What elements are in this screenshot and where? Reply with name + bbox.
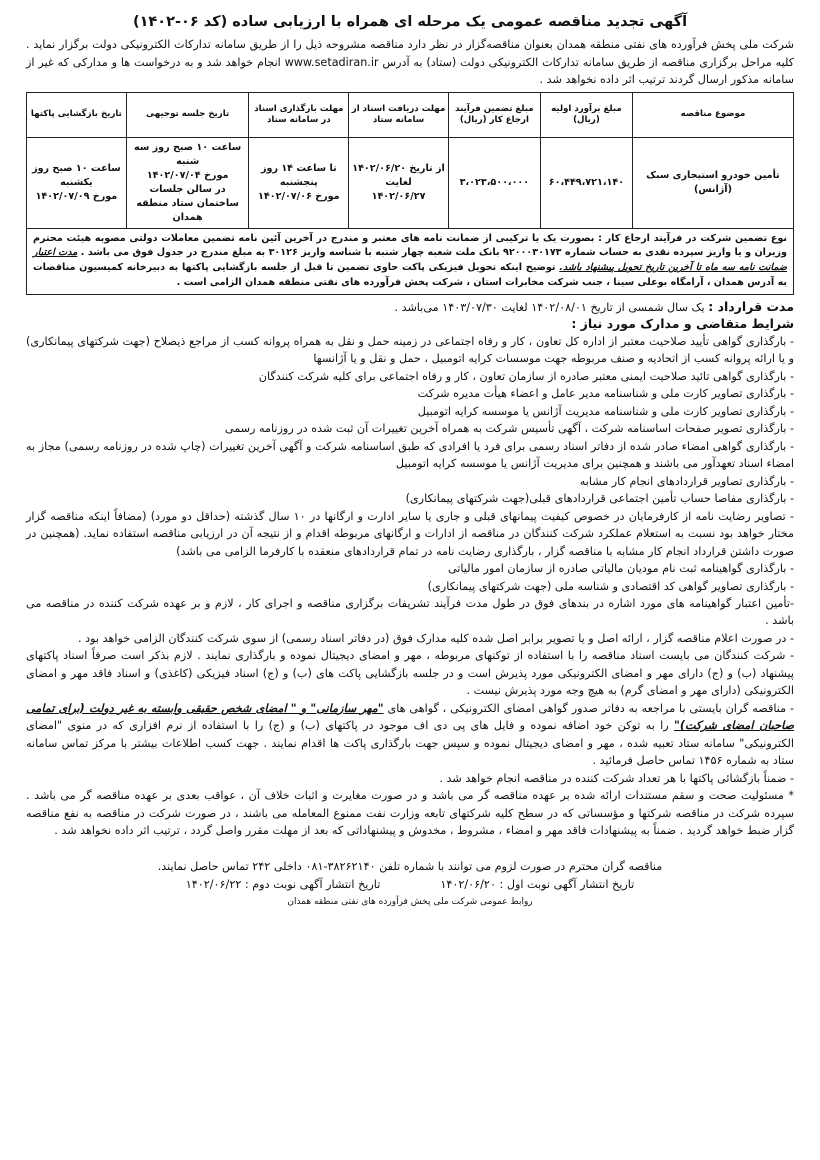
- header-subject: موضوع مناقصه: [632, 93, 793, 138]
- list-item: - بارگذاری تصاویر کارت ملی و شناسنامه مدیریت آژانس یا موسسه کرایه اتومبیل: [417, 404, 794, 418]
- list-item: - بارگذاری تصویر صفحات اساسنامه شرکت ، آگهی تأسیس شرکت به همراه آخرین تغییرات آن ثبت شده در روزنامه رسمی: [224, 422, 794, 436]
- contract-duration: [26, 299, 794, 314]
- list-item: - بارگذاری گواهینامه ثبت نام مودیان مالیاتی صادره از سازمان امور مالیاتی: [447, 562, 794, 576]
- opening-line: یکشنبه: [60, 176, 93, 188]
- contract-text: یک سال شمسی از تاریخ ۱۴۰۲/۰۸/۰۱ لغایت ۱۴۰۳/۰۷/۳۰ می‌باشد .: [394, 300, 705, 314]
- second-publication-date: تاریخ انتشار آگهی نوبت دوم : ۱۴۰۲/۰۶/۲۲: [185, 878, 381, 892]
- briefing-line: ساعت ۱۰ صبح روز سه شنبه: [134, 142, 242, 167]
- list-item: - بارگذاری گواهی تأیید صلاحیت معتبر از اداره کل تعاون ، کار و رفاه اجتماعی در زمینه حمل و نقل به همراه پروانه کسب از مراجع ذیصلاح (جهت شرکتهای پیمانکاری) و یا ارائه پروانه کسب از اتحادیه و صنف مربوطه جهت موسسات کرایه اتومبیل ، حمل و نقل و یا آژانسها: [26, 334, 794, 366]
- receive-line: ۱۴۰۲/۰۶/۲۷: [371, 190, 426, 202]
- briefing-line: در سالن جلسات: [149, 183, 226, 195]
- cell-subject: تأمین خودرو استیجاری سبک (آژانس): [632, 138, 793, 228]
- receive-line: از تاریخ ۱۴۰۲/۰۶/۲۰: [352, 162, 445, 174]
- guarantee-text: نوع تضمین شرکت در فرآیند ارجاع کار : بصورت یک یا ترکیبی از ضمانت نامه های معتبر و مندرج در آخرین آئین نامه تضمین معاملات دولتی مصوبه هیئت محترم وزیران و یا واریز سپرده نقدی به حساب شماره ۹۲۰۰۰۳۰۱۷۳ بانک ملت شعبه چهار شنبه با شناسه واریز ۳۰۱۲۶ به مبلغ مندرج در جدول فوق می باشد .: [33, 232, 788, 259]
- list-item: - بارگذاری تصاویر گواهی کد اقتصادی و شناسه ملی (جهت شرکتهای پیمانکاری): [427, 579, 794, 593]
- briefing-line: مورخ ۱۴۰۲/۰۷/۰۴: [146, 169, 229, 181]
- cell-opening: [27, 138, 127, 228]
- list-item: - تصاویر رضایت نامه از کارفرمایان در خصوص کیفیت پیمانهای قبلی و جاری یا سایر ادارت و ارگانها در ۱۰ سال گذشته (حداقل دو مورد) (مضافاً اینکه مناقصه گزار مختار خواهد بود نسبت به استعلام عملکرد شرکت کنندگان در مناقصه از ادارات و ارگانهای مربوطه اقدام و از نتیجه آن در ارزیابی مناقصه استفاده نماید. (همچنین در صورت داشتن قرارداد انجام کار مشابه با مناقصه گزار ، بارگذاری رضایت نامه در تمام قراردادهای منعقده با کارفرما الزامی می باشد): [26, 509, 794, 558]
- list-item: - در صورت اعلام مناقصه گزار ، ارائه اصل و یا تصویر برابر اصل شده کلیه مدارک فوق (در دفاتر اسناد رسمی) از سوی شرکت کنندگان الزامی خواهد بود .: [78, 631, 794, 645]
- list-item: - بارگذاری گواهی تائید صلاحیت ایمنی معتبر صادره از سازمان تعاون ، کار و رفاه اجتماعی برای کلیه شرکت کنندگان: [258, 369, 794, 383]
- list-item: - ضمناً بازگشائی پاکتها با هر تعداد شرکت کننده در مناقصه انجام خواهد شد .: [439, 771, 794, 785]
- upload-line: مورخ ۱۴۰۲/۰۷/۰۶: [258, 190, 340, 202]
- contact-line: مناقصه گران محترم در صورت لزوم می توانند با شماره تلفن ۳۸۲۶۲۱۴۰-۰۸۱ داخلی ۲۴۲ تماس حاصل نمایند.: [157, 859, 663, 873]
- signature-certificates: "مهر سازمانی" و " امضای شخص حقیقی وابسته به غیر دولت (برای تمامی صاحبان امضای شرکت)": [26, 701, 794, 733]
- announcement-title: آگهی تجدید مناقصه عمومی یک مرحله ای همراه با ارزیابی ساده (کد ۰۶-۱۴۰۲): [132, 14, 688, 30]
- intro-paragraph: شرکت ملی پخش فرآورده های نفتی منطقه همدان بعنوان مناقصه‌گزار در نظر دارد مناقصه مشروحه ذیل را از طریق سامانه تدارکات الکترونیکی دولت برگزار نماید . کلیه مراحل برگزاری مناقصه از طریق سامانه تدارکات الکترونیکی دولت (ستاد) به آدرس www.setadiran.ir انجام خواهد شد و به درخواست ها و مدارکی که غیر از سامانه مذکور ارسال گردند ترتیب اثر داده نخواهد شد .: [26, 38, 794, 87]
- receive-line: لغایت: [385, 176, 412, 188]
- briefing-line: ساختمان ستاد منطقه همدان: [136, 197, 239, 223]
- signature-requirement: [26, 700, 794, 770]
- list-item: - شرکت کنندگان می بایست اسناد مناقصه را با استفاده از توکنهای مربوطه ، مهر و امضای دیجیتال نموده و بارگذاری نمایند . لازم بذکر است صرفاً اسناد پاکتهای پیشنهاد (ب) و (ج) دارای مهر و امضای الکترونیکی مورد پذیرش است و در جلسه بازگشایی پاکت های (ب) و (ج) اسناد فیزیکی (کاغذی) و اسناد فاقد مهر و امضای الکترونیکی (دارای مهر و امضای گرم) به هیچ وجه مورد پذیرش نیست .: [26, 649, 794, 698]
- footer: [26, 858, 794, 910]
- table-row: [27, 138, 794, 228]
- header-estimate: مبلغ برآورد اولیه (ریال): [540, 93, 632, 138]
- signature-text-c: را به توکن خود اضافه نموده و فایل های پی دی اف موجود در پاکتهای (ب) و (ج) را با استفاده از نرم افزاری که در منوی "امضای الکترونیکی" سامانه ستاد تعبیه شده ، مهر و امضای دیجیتال نموده و سپس جهت بارگذاری پاکت ها اقدام نمایند . جهت کسب اطلاعات بیشتر با مرکز تماس سامانه ستاد به شماره ۱۴۵۶ تماس حاصل فرمائید .: [26, 719, 794, 768]
- cell-estimate: ۶۰،۴۴۹،۷۲۱،۱۴۰: [540, 138, 632, 228]
- header-guarantee: مبلغ تضمین فرآیند ارجاع کار (ریال): [448, 93, 540, 138]
- cell-guarantee: ۳،۰۲۳،۵۰۰،۰۰۰: [448, 138, 540, 228]
- upload-line: پنجشنبه: [279, 176, 318, 188]
- cell-receive: [349, 138, 449, 228]
- list-item: - بارگذاری تصاویر کارت ملی و شناسنامه مدیر عامل و اعضاء هیأت مدیره شرکت: [417, 387, 794, 401]
- header-opening: تاریخ بازگشایی پاکتها: [27, 93, 127, 138]
- list-item: -تأمین اعتبار گواهینامه های مورد اشاره در بندهای فوق در طول مدت فرآیند تشریفات برگزاری مناقصه و اجرای کار ، لازم و بر عهده شرکت کننده در مناقصه می باشد .: [26, 596, 794, 628]
- signature-text-a: - مناقصه گران بایستی با مراجعه به دفاتر صدور گواهی امضای الکترونیکی ، گواهی های: [387, 701, 794, 715]
- guarantee-validity: مدت اعتبار ضمانت نامه سه ماه تا آخرین تاریخ تحویل پیشنهاد باشد.: [33, 247, 788, 274]
- upload-line: تا ساعت ۱۴ روز: [260, 162, 337, 174]
- list-item: - بارگذاری تصاویر قراردادهای انجام کار مشابه: [579, 474, 794, 488]
- requirements-list: [26, 333, 794, 840]
- publication-dates: [26, 876, 794, 894]
- list-item: - بارگذاری مفاصا حساب تأمین اجتماعی قراردادهای قبلی(جهت شرکتهای پیمانکاری): [405, 492, 794, 506]
- header-receive: مهلت دریافت اسناد از سامانه ستاد: [349, 93, 449, 138]
- header-briefing: تاریخ جلسه توجیهی: [126, 93, 249, 138]
- guarantee-delivery: توضیح اینکه تحویل فیزیکی پاکت حاوی تضمین تا قبل از جلسه بازگشایی پاکتها به دبیرخانه کمیسیون مناقصات به آدرس همدان ، آرامگاه بوعلی سینا ، جنب شرکت مخابرات استان ، شرکت پخش فرآورده های نفتی منطقه همدان الزامی است .: [33, 262, 787, 289]
- first-publication-date: تاریخ انتشار آگهی نوبت اول : ۱۴۰۲/۰۶/۲۰: [440, 878, 635, 892]
- conditions-title: شرایط متقاضی و مدارک مورد نیاز :: [571, 315, 794, 331]
- public-relations-signature: روابط عمومی شرکت ملی پخش فرآورده های نفتی منطقه همدان: [287, 896, 533, 907]
- opening-line: ساعت ۱۰ صبح روز: [32, 162, 121, 174]
- list-item: * مسئولیت صحت و سقم مستندات ارائه شده بر عهده مناقصه گر می باشد و در صورت مغایرت و اثبات خلاف آن ، عواقب بعدی بر عهده مناقصه گر می باشد . سپرده شرکت در مناقصه شرکتها و مؤسساتی که در سطح کلیه شرکتهای تابعه وزارت نفت ممنوع المعامله می باشند ، در صورت شرکت در مناقصه به نفع مناقصه گزار ضبط خواهد گردید . ضمناً به پیشنهادات فاقد مهر و امضاء ، مشروط ، مخدوش و پیشنهاداتی که بعد از مهلت مقرر واصل گردد ، ترتیب اثر داده نخواهد شد .: [26, 789, 794, 838]
- opening-line: مورخ ۱۴۰۲/۰۷/۰۹: [35, 190, 118, 202]
- cell-upload: [249, 138, 349, 228]
- cell-briefing: [126, 138, 249, 228]
- contract-label: مدت قرارداد :: [708, 298, 794, 314]
- table-header-row: [27, 93, 794, 138]
- list-item: - بارگذاری گواهی امضاء صادر شده از دفاتر اسناد رسمی برای فرد یا افرادی که طبق اساسنامه شرکت و آگهی آخرین تغییرات (چاپ شده در روزنامه رسمی) مجاز به امضاء اسناد تعهدآور می باشند و همچنین برای مدیریت آژانس یا موسسه کرایه اتومبیل: [26, 439, 794, 471]
- guarantee-note: [26, 229, 794, 295]
- tender-table: [26, 92, 794, 228]
- header-upload: مهلت بارگذاری اسناد در سامانه ستاد: [249, 93, 349, 138]
